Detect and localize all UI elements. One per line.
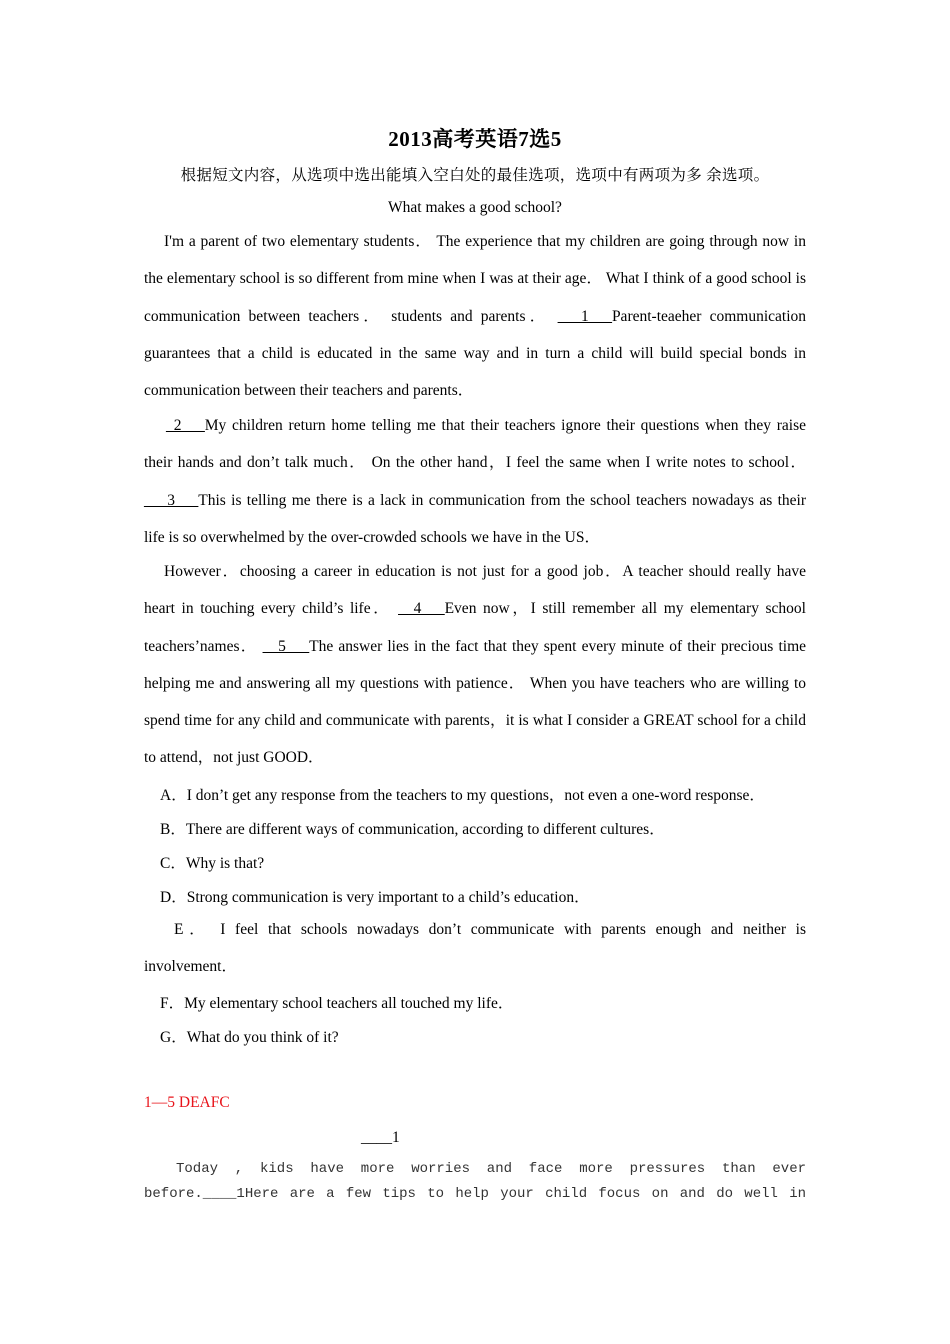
option-c: C．Why is that? [160,855,265,872]
paragraph-1-text-b: Parent-teaeher communication guarantees that a child is educated in the same way and in turn a child will build special bonds in communication between their teachers and parents． [144,307,806,400]
next-passage-title-blank: ____1 [361,1129,400,1146]
passage-title: What makes a good school? [388,199,562,216]
option-e: E． I feel that schools nowadays don’t communicate with parents enough and neither is involvement． [144,921,806,976]
option-g: G．What do you think of it? [160,1029,339,1046]
passage-body-2 [144,407,806,556]
option-d: D．Strong communication is very important to a child’s education． [160,889,590,906]
option-a: A．I don’t get any response from the teachers to my questions，not even a one-word response． [160,787,765,804]
paragraph-3-text-a: However．choosing a career in education is not just for a good job．A teacher should really have heart in touching every child’s life． [144,563,806,618]
instruction-text: 根据短文内容，从选项中选出能填入空白处的最佳选项，选项中有两项为多 余选项。 [180,167,770,184]
passage-body [144,223,806,409]
passage-body-3 [144,553,806,777]
next-passage [144,1157,806,1207]
blank-1: ___1___ [557,307,612,325]
page-title: 2013高考英语7选5 [388,127,562,151]
next-passage-line-1: Today , kids have more worries and face more pressures than ever [176,1161,806,1177]
answer-key: 1—5 DEAFC [144,1094,230,1111]
blank-3: ___3___ [144,491,199,509]
paragraph-2-text-a: My children return home telling me that their teachers ignore their questions when they raise their hands and don’t talk much． On the other hand，I feel the same when I write notes to school． [144,417,806,472]
blank-5: __5___ [262,637,310,655]
next-passage-line-2: before.____1Here are a few tips to help your child focus on and do well in [144,1186,806,1202]
paragraph-1-text-a: I'm a parent of two elementary students． The experience that my children are going through now in the elementary school is so different from mine when I was at their age． What I think of a good school is communication between teachers． students and parents． [144,233,806,325]
option-b: B．There are different ways of communication, according to different cultures． [160,821,665,838]
paragraph-3-text-c: The answer lies in the fact that they spent every minute of their precious time helping me and answering all my questions with patience． When you have teachers who are willing to spend time for any child and communicate with parents，it is what I consider a GREAT school for a child to attend，not just GOOD． [144,637,807,767]
blank-2: _2___ [166,417,205,434]
paragraph-2-text-b: This is telling me there is a lack in communication from the school teachers nowadays as their life is so overwhelmed by the over-crowded schools we have in the US． [144,491,806,546]
blank-4: __4___ [398,600,445,618]
paragraph-3-text-b: Even now，I still remember all my elementary school teachers’names． [144,600,806,655]
paragraph-2 [144,407,806,556]
paragraph-1 [144,223,806,409]
paragraph-3 [144,553,806,777]
option-f: F．My elementary school teachers all touched my life． [160,995,514,1012]
